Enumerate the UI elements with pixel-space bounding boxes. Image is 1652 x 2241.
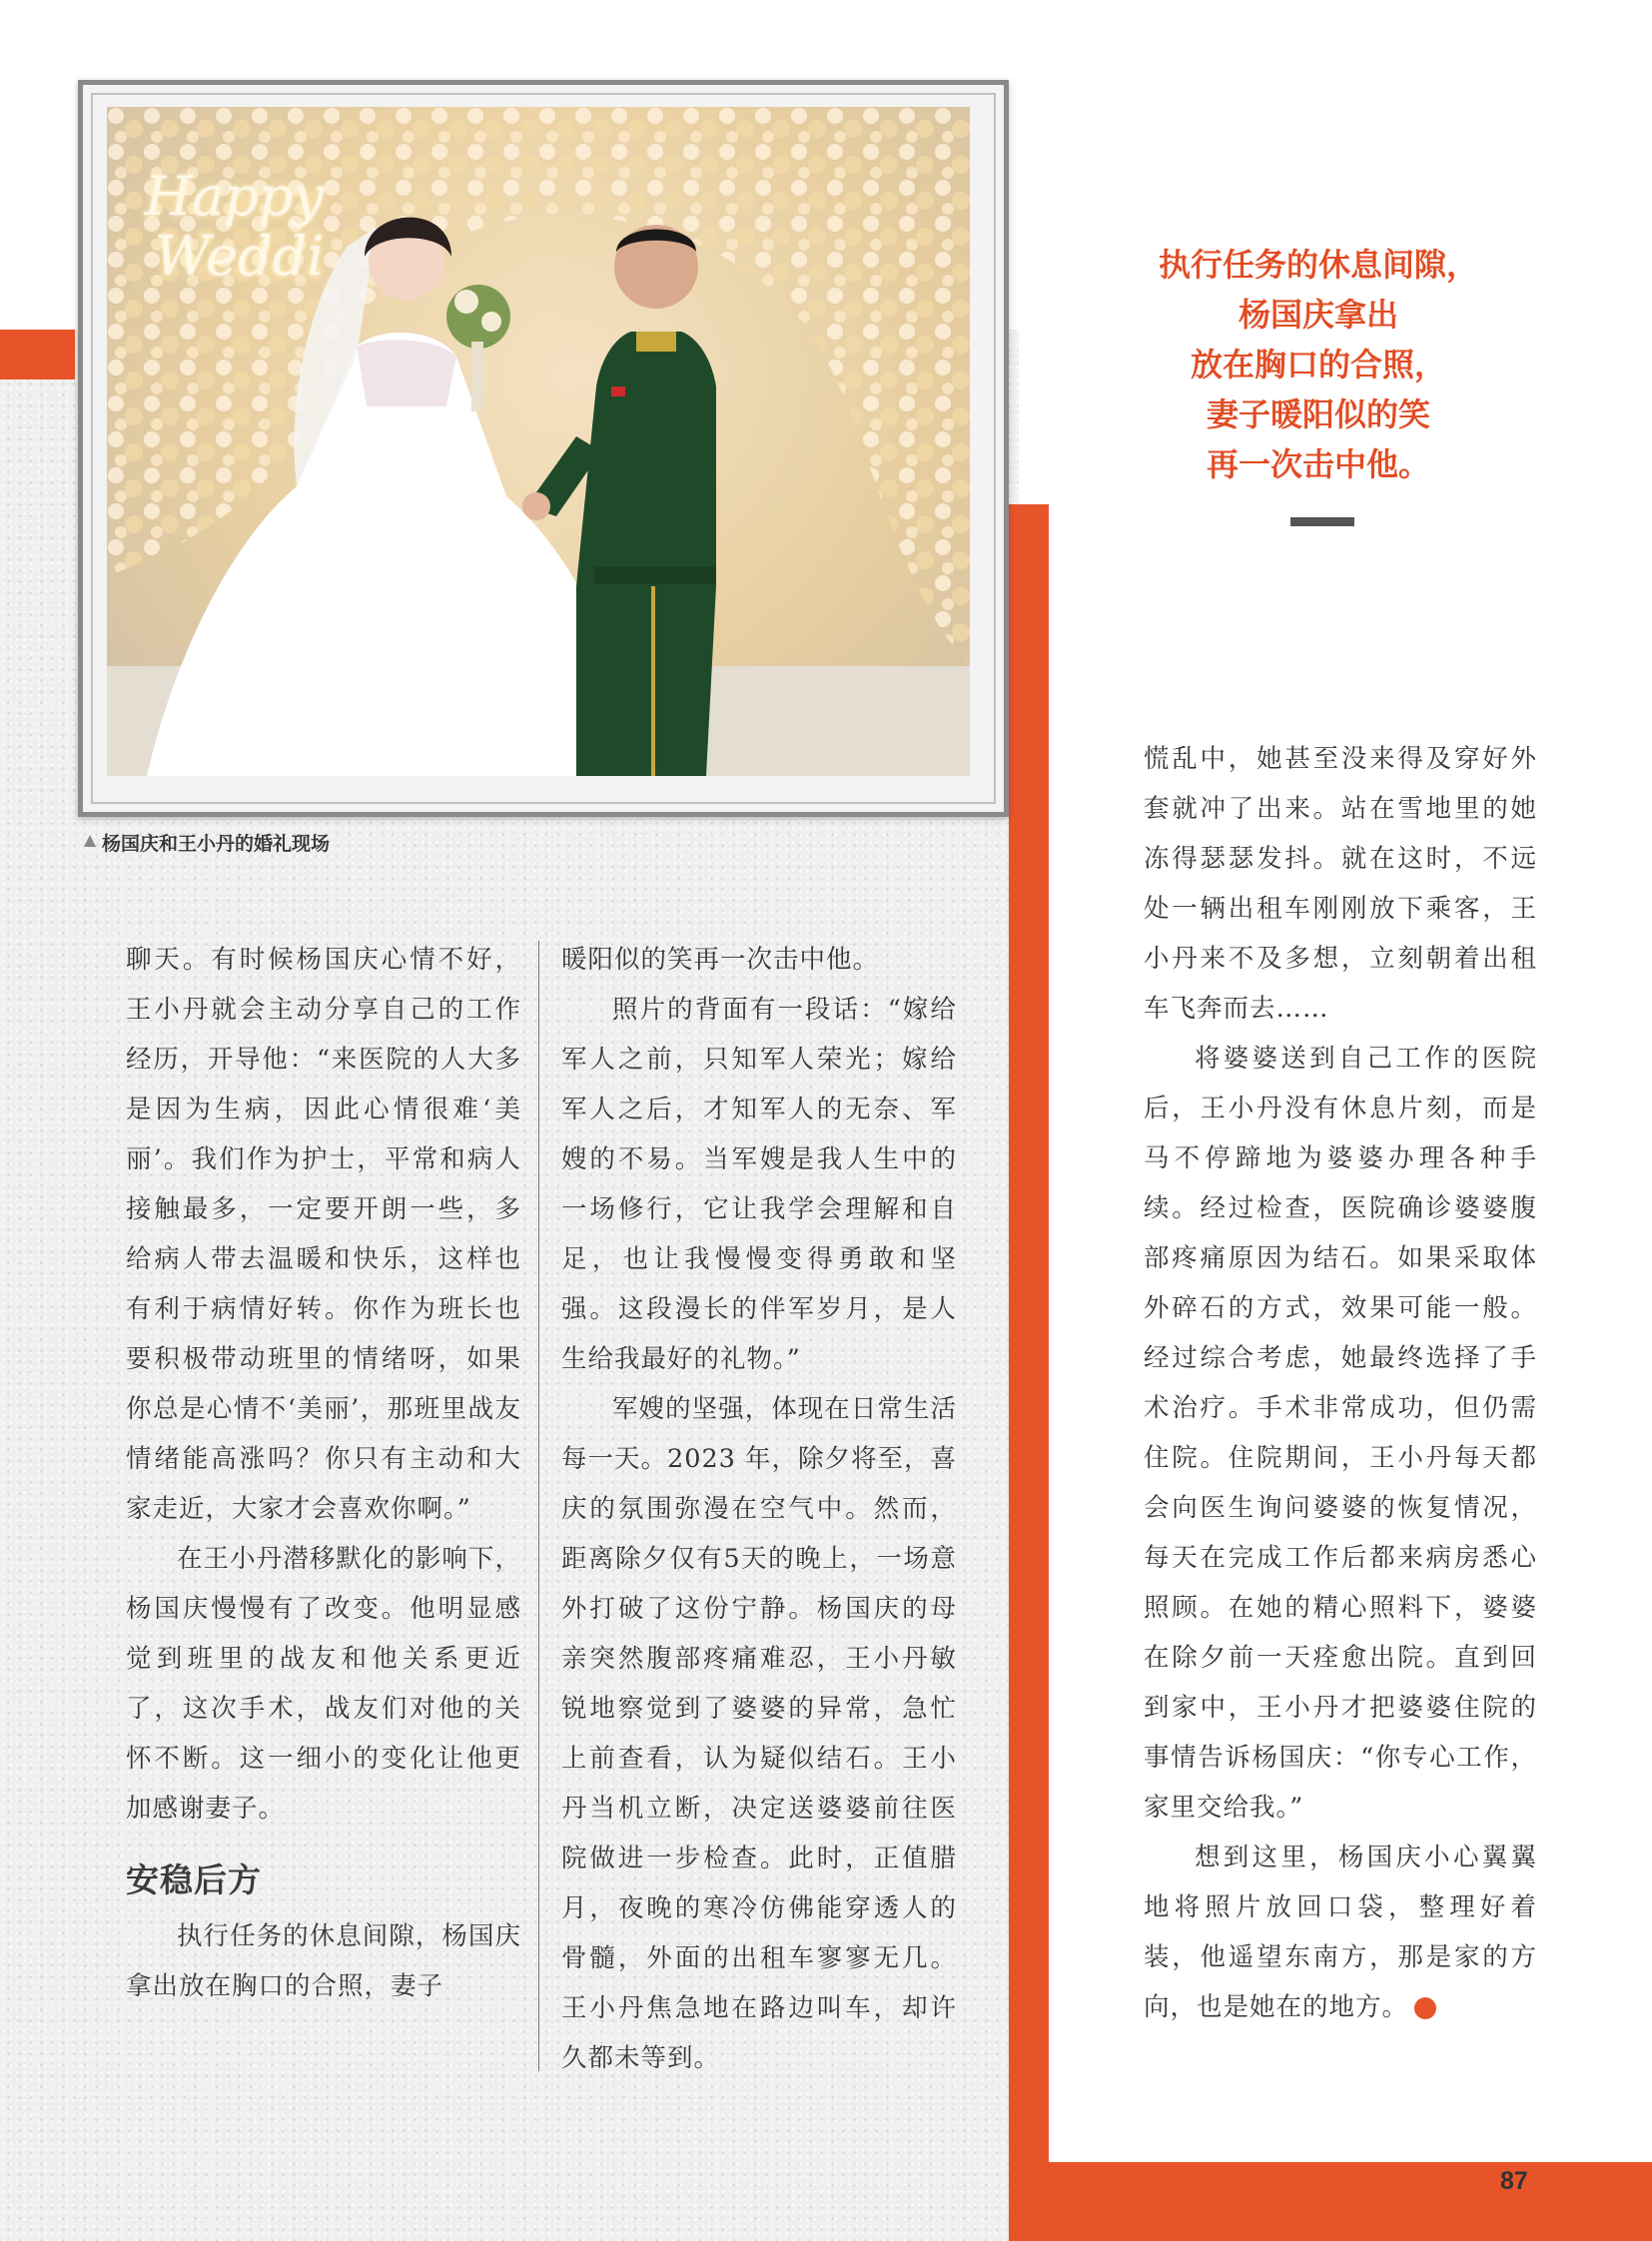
pull-quote-line: 放在胸口的合照，	[1190, 346, 1446, 383]
page-number: 87	[1500, 2167, 1528, 2195]
pull-quote-divider	[1290, 517, 1354, 526]
paragraph: 照片的背面有一段话：“嫁给军人之前，只知军人荣光；嫁给军人之后，才知军人的无奈、军嫂的不易。当军嫂是我人生中的一场修行，它让我学会理解和自足，也让我慢慢变得勇敢和坚强。这段漫长的伴军岁月，是人生给我最好的礼物。”	[561, 995, 957, 1374]
wedding-photo	[107, 107, 970, 776]
section-heading: 安稳后方	[126, 1861, 262, 1899]
paragraph: 暖阳似的笑再一次击中他。	[561, 945, 880, 975]
neon-sign	[145, 167, 324, 287]
accent-bar-bottom	[1009, 2162, 1652, 2241]
pull-quote-line: 妻子暖阳似的笑	[1206, 395, 1430, 433]
paragraph: 慌乱中，她甚至没来得及穿好外套就冲了出来。站在雪地里的她冻得瑟瑟发抖。就在这时，不远处一辆出租车刚刚放下乘客，王小丹来不及多想，立刻朝着出租车飞奔而去……	[1144, 744, 1537, 1024]
pull-quote-line: 再一次击中他。	[1206, 445, 1430, 483]
caption-triangle-icon	[84, 835, 96, 847]
pull-quote-line: 执行任务的休息间隙，	[1158, 246, 1478, 284]
paragraph	[1144, 1833, 1537, 2032]
end-mark-icon: N	[1414, 1997, 1436, 2019]
neon-text-line-2: Weddi	[155, 225, 325, 288]
wedding-photo-frame	[78, 80, 1009, 817]
paragraph: 聊天。有时候杨国庆心情不好，王小丹就会主动分享自己的工作经历，开导他：“来医院的人大多是因为生病，因此心情很难‘美丽’。我们作为护士，平常和病人接触最多，一定要开朗一些，多给病人带去温暖和快乐，这样也有利于病情好转。你作为班长也要积极带动班里的情绪呀，如果你总是心情不‘美丽’，那班里战友情绪能高涨吗？你只有主动和大家走近，大家才会喜欢你啊。”	[126, 945, 521, 1524]
paragraph: 军嫂的坚强，体现在日常生活每一天。2023 年，除夕将至，喜庆的氛围弥漫在空气中。然而，距离除夕仅有5天的晚上，一场意外打破了这份宁静。杨国庆的母亲突然腹部疼痛难忍，王小丹敏锐地察觉到了婆婆的异常，急忙上前查看，认为疑似结石。王小丹当机立断，决定送婆婆前往医院做进一步检查。此时，正值腊月，夜晚的寒冷仿佛能穿透人的骨髓，外面的出租车寥寥无几。王小丹焦急地在路边叫车，却许久都未等到。	[561, 1394, 958, 2073]
column-divider	[538, 941, 539, 2071]
text-column-1	[126, 935, 521, 2011]
neon-text-line-1: Happy	[145, 165, 324, 228]
paragraph: 执行任务的休息间隙，杨国庆拿出放在胸口的合照，妻子	[126, 1921, 521, 2001]
accent-bar-right	[1009, 504, 1049, 2241]
paragraph-text: 想到这里，杨国庆小心翼翼地将照片放回口袋，整理好着装，他遥望东南方，那是家的方向，也是她在的地方。	[1144, 1843, 1537, 2022]
paragraph: 将婆婆送到自己工作的医院后，王小丹没有休息片刻，而是马不停蹄地为婆婆办理各种手续。经过检查，医院确诊婆婆腹部疼痛原因为结石。如果采取体外碎石的方式，效果可能一般。经过综合考虑，她最终选择了手术治疗。手术非常成功，但仍需住院。住院期间，王小丹每天都会向医生询问婆婆的恢复情况，每天在完成工作后都来病房悉心照顾。在她的精心照料下，婆婆在除夕前一天痊愈出院。直到回到家中，王小丹才把婆婆住院的事情告诉杨国庆：“你专心工作，家里交给我。”	[1144, 1044, 1537, 1823]
accent-bar-left	[0, 330, 75, 379]
photo-caption: 杨国庆和王小丹的婚礼现场	[102, 833, 331, 855]
text-column-3	[1144, 734, 1537, 2032]
paragraph: 在王小丹潜移默化的影响下，杨国庆慢慢有了改变。他明显感觉到班里的战友和他关系更近了，这次手术，战友们对他的关怀不断。这一细小的变化让他更加感谢妻子。	[126, 1544, 521, 1824]
pull-quote-line: 杨国庆拿出	[1238, 296, 1398, 334]
pull-quote	[1119, 240, 1518, 489]
text-column-2	[561, 935, 957, 2083]
